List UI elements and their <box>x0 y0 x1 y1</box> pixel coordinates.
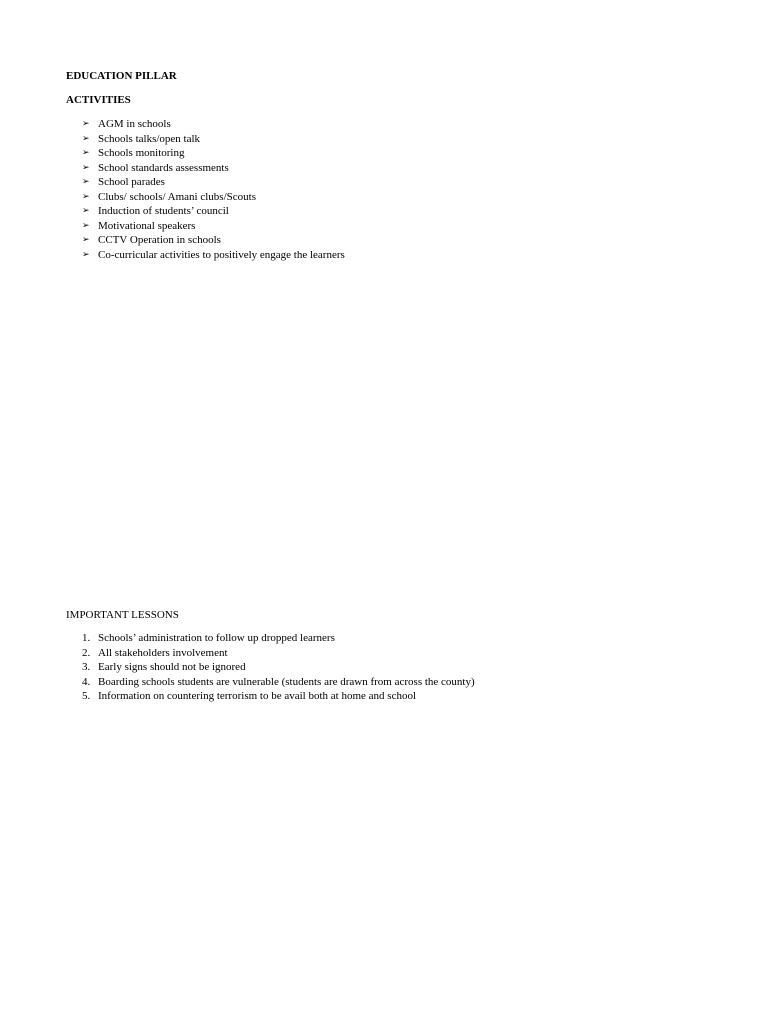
list-item-text: Clubs/ schools/ Amani clubs/Scouts <box>98 190 256 203</box>
list-item-text: CCTV Operation in schools <box>98 234 221 246</box>
lessons-heading: IMPORTANT LESSONS <box>66 609 179 621</box>
list-number: 3. <box>82 661 91 673</box>
arrow-bullet-icon: ➢ <box>82 220 90 231</box>
list-number: 1. <box>82 632 91 644</box>
list-item <box>82 161 345 176</box>
arrow-bullet-icon: ➢ <box>82 235 90 245</box>
list-item-text: Induction of students’ council <box>98 205 229 217</box>
page-title: EDUCATION PILLAR <box>66 70 177 82</box>
list-item-text: School parades <box>98 176 165 188</box>
list-item-text: Information on countering terrorism to be avail both at home and school <box>98 690 417 702</box>
list-item <box>82 146 345 161</box>
list-item <box>82 631 475 646</box>
arrow-bullet-icon: ➢ <box>82 162 90 173</box>
list-item-text: Boarding schools students are vulnerable (students are drawn from across the county) <box>98 675 475 688</box>
list-item <box>82 132 345 147</box>
list-item <box>82 233 345 248</box>
arrow-bullet-icon: ➢ <box>82 177 90 187</box>
list-item-text: Motivational speakers <box>98 219 196 232</box>
activities-list <box>82 117 345 262</box>
list-item-text: Schools monitoring <box>98 147 185 159</box>
list-item <box>82 689 475 704</box>
list-item <box>82 248 345 263</box>
list-item-text: Schools’ administration to follow up dropped learners <box>98 632 335 644</box>
list-item-text: School standards assessments <box>98 161 229 174</box>
arrow-bullet-icon: ➢ <box>82 191 90 202</box>
list-item <box>82 646 475 661</box>
activities-heading: ACTIVITIES <box>66 94 131 106</box>
lessons-list <box>82 631 475 704</box>
list-item <box>82 675 475 690</box>
list-item <box>82 190 345 205</box>
list-item <box>82 204 345 219</box>
list-item <box>82 117 345 132</box>
list-item-text: All stakeholders involvement <box>98 646 228 659</box>
list-item-text: Early signs should not be ignored <box>98 661 246 673</box>
list-number: 5. <box>82 690 91 702</box>
list-item <box>82 175 345 190</box>
list-item-text: Co-curricular activities to positively engage the learners <box>98 248 345 261</box>
arrow-bullet-icon: ➢ <box>82 133 90 144</box>
list-number: 4. <box>82 675 91 688</box>
list-item <box>82 660 475 675</box>
arrow-bullet-icon: ➢ <box>82 249 90 260</box>
list-item-text: Schools talks/open talk <box>98 132 201 145</box>
list-number: 2. <box>82 646 91 659</box>
list-item <box>82 219 345 234</box>
arrow-bullet-icon: ➢ <box>82 119 90 129</box>
arrow-bullet-icon: ➢ <box>82 148 90 158</box>
list-item-text: AGM in schools <box>98 118 171 130</box>
arrow-bullet-icon: ➢ <box>82 206 90 216</box>
